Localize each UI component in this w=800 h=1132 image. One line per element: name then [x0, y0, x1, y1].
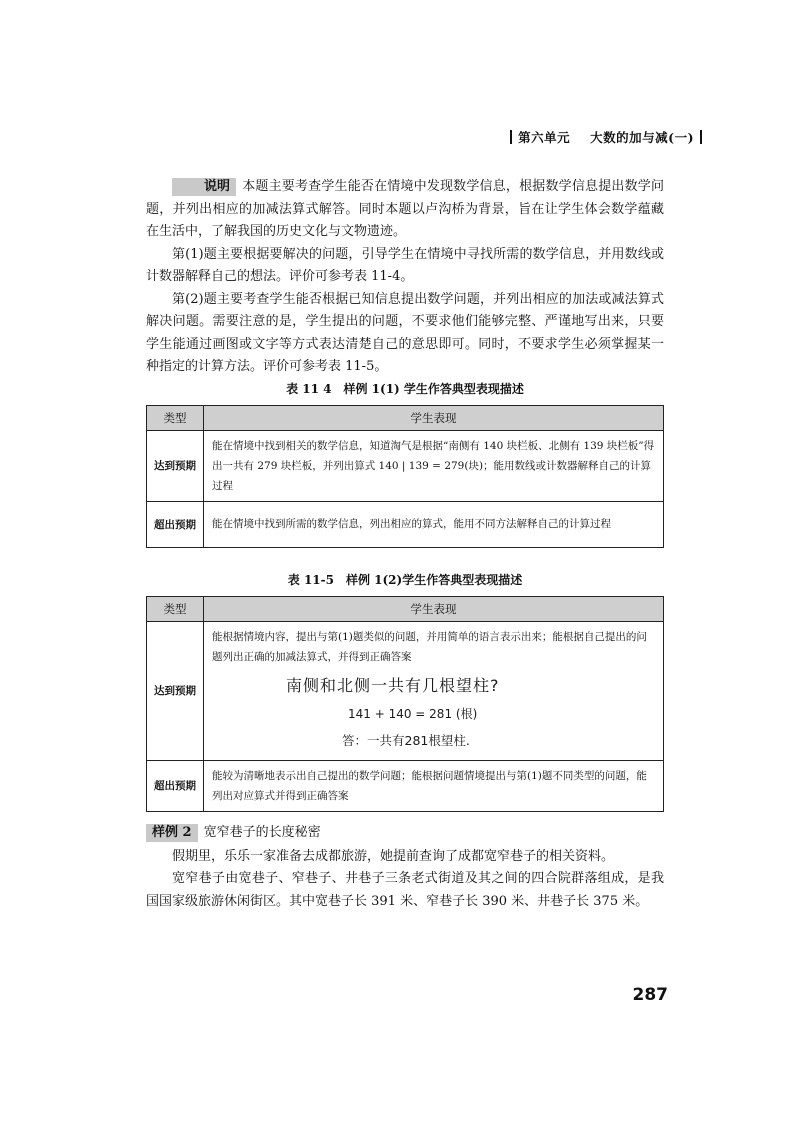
explanation-label: 说明 — [172, 178, 236, 196]
main-content — [146, 176, 664, 913]
table1-header-type: 类型 — [147, 405, 204, 430]
explanation-text-1: 本题主要考查学生能否在情境中发现数学信息，根据数学信息提出数学问题，并列出相应的加减法算式解答。同时本题以卢沟桥为背景，旨在让学生体会数学蕴藏在生活中，了解我国的历史文化与文物遗迹。 — [146, 179, 664, 239]
header-topic: 大数的加与减(一) — [590, 130, 694, 145]
handwriting-question: 南侧和北侧一共有几根望柱? — [286, 675, 500, 695]
sample-2-section — [146, 822, 664, 914]
table1-caption: 表 11 4 样例 1(1) 学生作答典型表现描述 — [286, 381, 524, 396]
header-divider-right — [700, 130, 702, 144]
sample-2-label: 样例 2 — [146, 824, 198, 842]
handwritten-answer — [212, 671, 655, 755]
table1-row1-type: 达到预期 — [147, 430, 204, 501]
sample-2-heading — [146, 822, 664, 844]
table2-row1-desc: 能根据情境内容，提出与第(1)题类似的问题，并用简单的语言表示出来；能根据自己提出的问题列出正确的加减法算式，并得到正确答案 — [212, 630, 647, 663]
table2-row2-type: 超出预期 — [147, 760, 204, 811]
table-row — [147, 760, 664, 811]
sample-2-paragraph-1: 假期里，乐乐一家准备去成都旅游，她提前查询了成都宽窄巷子的相关资料。 — [172, 848, 615, 864]
table1-header-performance: 学生表现 — [204, 405, 664, 430]
handwriting-equation: 141 + 140 = 281 (根) — [348, 706, 478, 721]
table2-row1-cell — [204, 621, 664, 760]
explanation-paragraph-3: 第(2)题主要考查学生能否根据已知信息提出数学问题，并列出相应的加法或减法算式解决问题。需要注意的是，学生提出的问题，不要求他们能够完整、严谨地写出来，只要学生能通过画图或文字等方式表达清楚自己的意思即可。同时，不要求学生必须掌握某一种指定的计算方法。评价可参考表 11-5。 — [146, 291, 664, 374]
table-11-4 — [146, 405, 664, 548]
running-header — [510, 128, 702, 146]
table-row — [147, 430, 664, 501]
table2-header-performance: 学生表现 — [204, 596, 664, 621]
table2-header-type: 类型 — [147, 596, 204, 621]
table2-row1-type: 达到预期 — [147, 621, 204, 760]
table1-row1-desc: 能在情境中找到相关的数学信息，知道淘气是根据“南侧有 140 块栏板、北侧有 139 块栏板”得出一共有 279 块栏板，并列出算式 140 | 139 = 279(块)；能用数线或计数器解释自己的计算过程 — [204, 430, 664, 501]
table1-row2-desc: 能在情境中找到所需的数学信息，列出相应的算式，能用不同方法解释自己的计算过程 — [204, 501, 664, 547]
table2-row2-desc: 能较为清晰地表示出自己提出的数学问题；能根据问题情境提出与第(1)题不同类型的问题，能列出对应算式并得到正确答案 — [204, 760, 664, 811]
explanation-paragraph-2: 第(1)题主要根据要解决的问题，引导学生在情境中寻找所需的数学信息，并用数线或计数器解释自己的想法。评价可参考表 11-4。 — [146, 246, 664, 284]
sample-2-paragraph-2: 宽窄巷子由宽巷子、窄巷子、井巷子三条老式街道及其之间的四合院群落组成，是我国国家级旅游休闲街区。其中宽巷子长 391 米、窄巷子长 390 米、井巷子长 375 米。 — [146, 871, 664, 909]
handwriting-answer: 答：一共有281根望柱. — [342, 732, 470, 748]
header-unit: 第六单元 — [518, 130, 571, 145]
table-row — [147, 621, 664, 760]
table-11-5 — [146, 596, 664, 812]
table2-caption: 表 11-5 样例 1(2)学生作答典型表现描述 — [287, 572, 523, 587]
page-number: 287 — [632, 985, 668, 1005]
table1-row2-type: 超出预期 — [147, 501, 204, 547]
sample-2-title: 宽窄巷子的长度秘密 — [203, 824, 321, 840]
table-row — [147, 501, 664, 547]
header-divider-left — [510, 130, 512, 144]
explanation-paragraph-1 — [146, 176, 664, 244]
